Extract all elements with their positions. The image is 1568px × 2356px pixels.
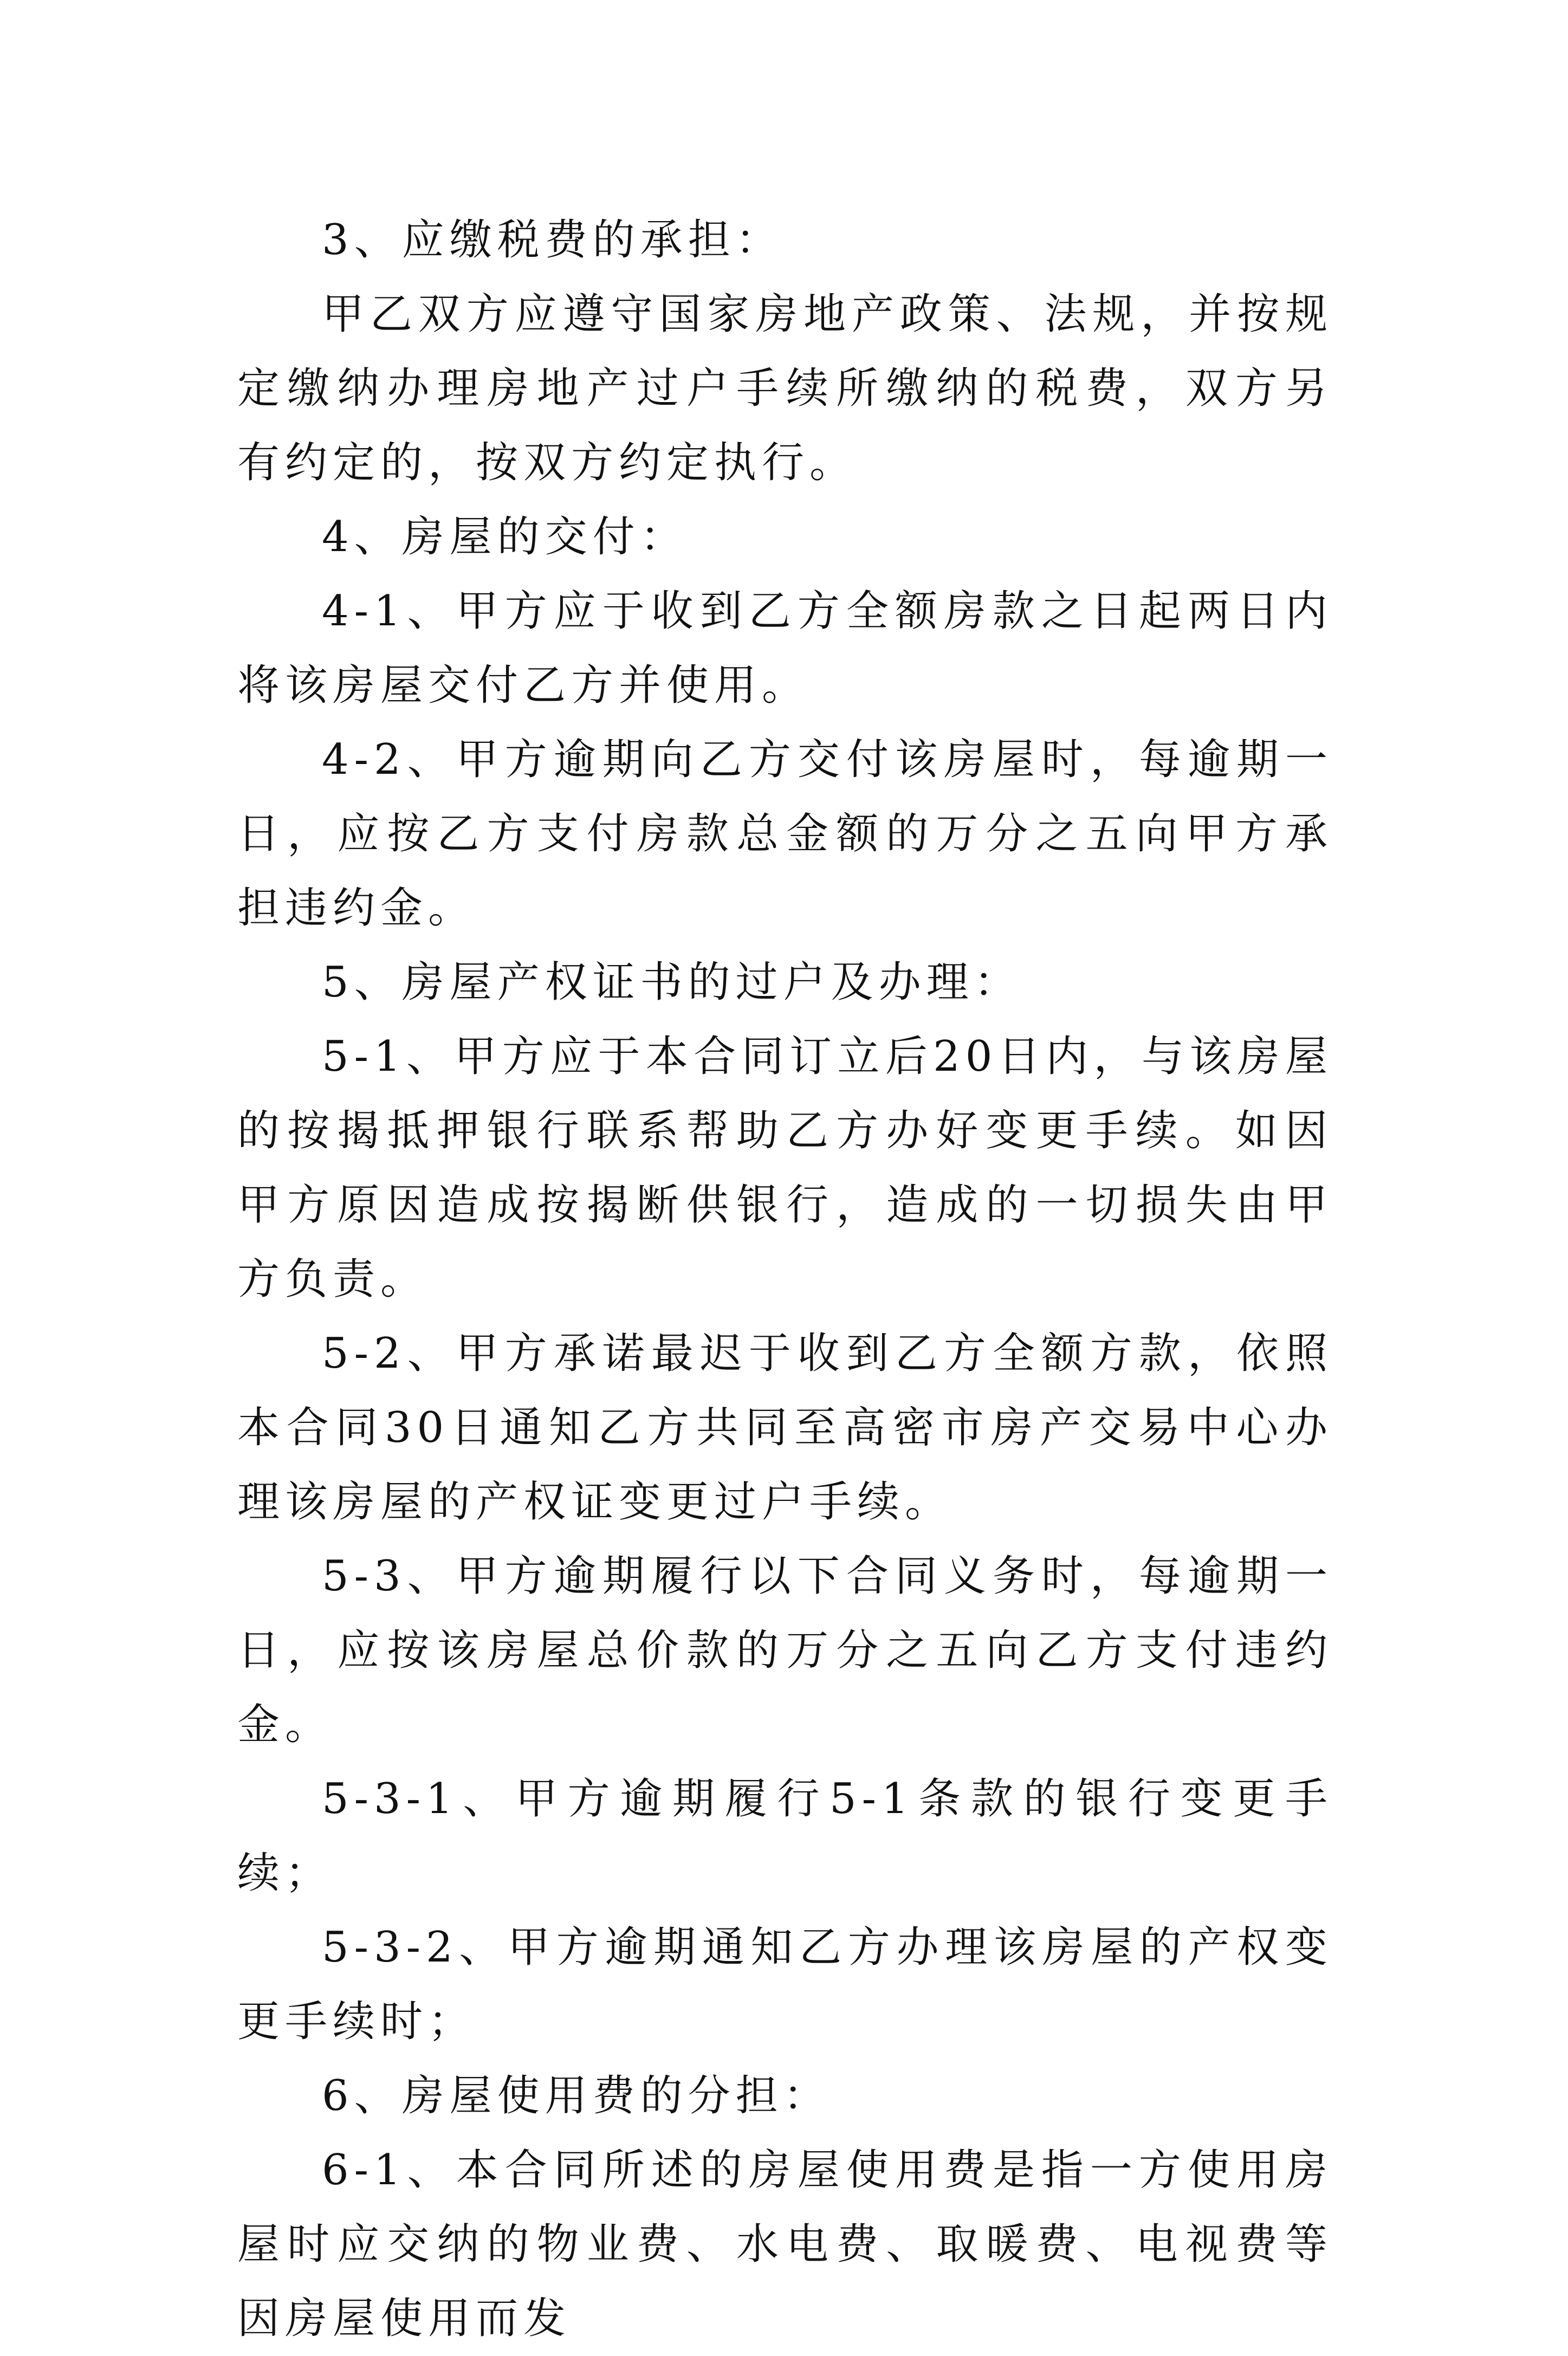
clause-5-3: 5-3、甲方逾期履行以下合同义务时，每逾期一日，应按该房屋总价款的万分之五向乙方支付违约金。 [237,1552,1333,1749]
clause-5-3-1: 5-3-1、甲方逾期履行5-1条款的银行变更手续； [237,1775,1333,1898]
clause-6-1: 6-1、本合同所述的房屋使用费是指一方使用房屋时应交纳的物业费、水电费、取暖费、电视费等因房屋使用而发 [237,2146,1333,2343]
clause-5-3-2: 5-3-2、甲方逾期通知乙方办理该房屋的产权变更手续时； [237,1923,1333,2046]
section-6-heading: 6、房屋使用费的分担： [322,2072,831,2120]
section-4-heading: 4、房屋的交付： [322,513,688,561]
clause-5-2: 5-2、甲方承诺最迟于收到乙方全额方款，依照本合同30日通知乙方共同至高密市房产交易中心办理该房屋的产权证变更过户手续。 [237,1329,1333,1526]
clause-5-1: 5-1、甲方应于本合同订立后20日内，与该房屋的按揭抵押银行联系帮助乙方办好变更手续。如因甲方原因造成按揭断供银行，造成的一切损失由甲方负责。 [237,1032,1333,1304]
clause-4-1: 4-1、甲方应于收到乙方全额房款之日起两日内将该房屋交付乙方并使用。 [237,587,1333,710]
contract-text-body [237,203,1333,2356]
section-3-heading: 3、应缴税费的承担： [322,216,783,264]
clause-4-2: 4-2、甲方逾期向乙方交付该房屋时，每逾期一日，应按乙方支付房款总金额的万分之五向甲方承担违约金。 [237,735,1333,933]
section-5-heading: 5、房屋产权证书的过户及办理： [322,958,1022,1007]
section-3-body: 甲乙双方应遵守国家房地产政策、法规，并按规定缴纳办理房地产过户手续所缴纳的税费，双方另有约定的，按双方约定执行。 [237,290,1333,487]
